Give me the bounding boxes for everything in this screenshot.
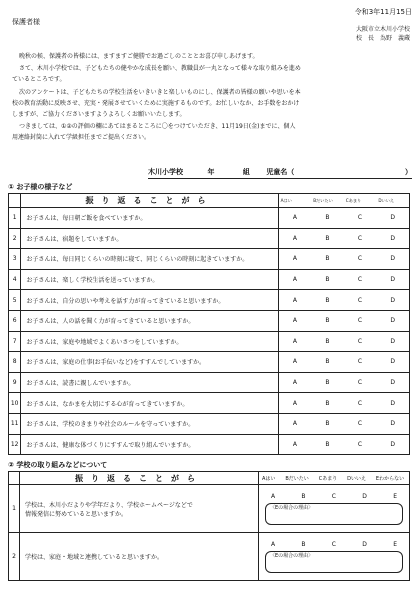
section1-title: ① お子様の様子など [8, 183, 73, 191]
scale2-d: Dいいえ [347, 475, 366, 482]
answer-option-b[interactable]: B [311, 228, 344, 249]
answer-option-d[interactable]: D [376, 269, 409, 290]
row-number: 2 [9, 533, 20, 581]
row-number: 7 [9, 331, 21, 352]
answer-option-c[interactable]: C [344, 352, 377, 373]
answer-option-d[interactable]: D [376, 352, 409, 373]
section2-title: ② 学校の取り組みなどについて [8, 461, 108, 469]
reason-label: 〈Eの場合の理由〉 [270, 552, 314, 559]
answer-option-d[interactable]: D [376, 310, 409, 331]
answer-option-a[interactable]: A [271, 492, 276, 500]
answer-option-a[interactable]: A [278, 290, 311, 311]
answer-option-a[interactable]: A [278, 331, 311, 352]
answer-option-d[interactable]: D [362, 540, 367, 548]
question-text: お子さんは、楽しく学校生活を送っていますか。 [21, 269, 278, 290]
question-text [20, 533, 259, 581]
row-number: 1 [9, 208, 21, 229]
section2-row [9, 533, 410, 581]
answer-option-b[interactable]: B [311, 413, 344, 434]
scale2-b: Bだいたい [285, 475, 309, 482]
recipient: 保護者様 [12, 18, 40, 26]
form-close: ） [405, 168, 412, 176]
answer-option-d[interactable]: D [376, 372, 409, 393]
answer-area [259, 485, 410, 533]
section1-row [9, 413, 410, 434]
row-number: 5 [9, 290, 21, 311]
section2-table [8, 471, 410, 581]
answer-option-c[interactable]: C [344, 413, 377, 434]
answer-option-d[interactable]: D [376, 434, 409, 455]
scale-d: Dいいえ [376, 194, 409, 208]
row-number: 10 [9, 393, 21, 414]
row-number: 12 [9, 434, 21, 455]
answer-option-a[interactable]: A [278, 249, 311, 270]
section2-scale [259, 472, 410, 485]
answer-area [259, 533, 410, 581]
answer-option-b[interactable]: B [311, 310, 344, 331]
answer-option-c[interactable]: C [344, 331, 377, 352]
section1-header: 振り返ることがら [21, 194, 278, 208]
answer-option-a[interactable]: A [271, 540, 276, 548]
row-number: 3 [9, 249, 21, 270]
answer-option-e[interactable]: E [393, 492, 397, 500]
answer-option-a[interactable]: A [278, 413, 311, 434]
question-text [20, 485, 259, 533]
section1-row [9, 372, 410, 393]
answer-option-b[interactable]: B [311, 208, 344, 229]
question-text: お子さんは、健康な体づくりにすすんで取り組んでいますか。 [21, 434, 278, 455]
answer-option-a[interactable]: A [278, 352, 311, 373]
section1-row [9, 249, 410, 270]
date: 令和3年11月15日 [354, 8, 412, 16]
row-number: 6 [9, 310, 21, 331]
scale-b: Bだいたい [311, 194, 344, 208]
letter-p2a: さて、木川小学校では、子どもたちの健やかな成長を願い、教職員が一丸となって様々な取り組みを進め [19, 65, 301, 73]
letter-p4a: つきましては、①②の評価の欄にあてはまるところに〇をつけていただき、11月19日(金)までに、個人 [19, 123, 296, 131]
question-text: お子さんは、毎日朝ご飯を食べていますか。 [21, 208, 278, 229]
answer-option-c[interactable]: C [344, 269, 377, 290]
section1-header-row [9, 194, 410, 208]
answer-option-c[interactable]: C [344, 310, 377, 331]
section2-row [9, 485, 410, 533]
question-text: お子さんは、家庭や地域でよくあいさつをしていますか。 [21, 331, 278, 352]
section1-row [9, 434, 410, 455]
letter-p3c: しますが、ご協力くださいますようよろしくお願いいたします。 [12, 110, 186, 118]
answer-option-d[interactable]: D [376, 413, 409, 434]
letter-p3a: 次のアンケートは、子どもたちの学校生活をいきいきと楽しいものにし、保護者の皆様の願いや思いを本 [19, 88, 301, 96]
answer-option-c[interactable]: C [344, 393, 377, 414]
letter-p3b: 校の教育活動に反映させ、充実・発展させていくために実施するものです。お忙しいなか、お手数をおかけ [12, 99, 300, 107]
answer-option-c[interactable]: C [331, 540, 336, 548]
answer-option-a[interactable]: A [278, 434, 311, 455]
form-class: 組 [242, 168, 250, 176]
answer-option-a[interactable]: A [278, 393, 311, 414]
answer-option-a[interactable]: A [278, 269, 311, 290]
scale2-e: Eわからない [375, 475, 405, 482]
letter-p4b: 用連絡封筒に入れて学級担任までご提出ください。 [12, 134, 151, 142]
question-line-2: 情報発信に努めていると思いますか。 [25, 510, 128, 518]
reason-input[interactable] [265, 503, 403, 525]
scale-c: Cあまり [344, 194, 377, 208]
reason-label: 〈Eの場合の理由〉 [270, 504, 314, 511]
row-number: 11 [9, 413, 21, 434]
answer-option-b[interactable]: B [301, 492, 306, 500]
answer-option-b[interactable]: B [311, 331, 344, 352]
section1-row [9, 290, 410, 311]
answer-option-b[interactable]: B [311, 290, 344, 311]
scale2-c: Cあまり [318, 475, 338, 482]
answer-option-c[interactable]: C [331, 492, 336, 500]
row-number: 2 [9, 228, 21, 249]
answer-option-c[interactable]: C [344, 208, 377, 229]
letter-p2b: ているところです。 [12, 76, 66, 84]
section1-row [9, 331, 410, 352]
row-number: 1 [9, 485, 20, 533]
section1-row [9, 393, 410, 414]
row-number: 9 [9, 372, 21, 393]
question-text: お子さんは、自分の思いや考えを話す力が育ってきていると思いますか。 [21, 290, 278, 311]
section1-row [9, 310, 410, 331]
question-text: お子さんは、読書に親しんでいますか。 [21, 372, 278, 393]
question-text: お子さんは、宿題をしていますか。 [21, 228, 278, 249]
answer-option-a[interactable]: A [278, 228, 311, 249]
letter-body [12, 53, 412, 142]
answer-option-c[interactable]: C [344, 290, 377, 311]
form-school: 木川小学校 [148, 168, 183, 176]
answer-option-c[interactable]: C [344, 228, 377, 249]
answer-option-c[interactable]: C [344, 434, 377, 455]
answer-option-b[interactable]: B [311, 372, 344, 393]
section2-header-row [9, 472, 410, 485]
scale-a: Aはい [278, 194, 311, 208]
row-number: 4 [9, 269, 21, 290]
answer-option-d[interactable]: D [376, 290, 409, 311]
answer-option-b[interactable]: B [311, 434, 344, 455]
answer-option-d[interactable]: D [376, 208, 409, 229]
section1-row [9, 228, 410, 249]
row-number: 8 [9, 352, 21, 373]
section1-table [8, 193, 410, 455]
question-text: お子さんは、なかまを大切にする心が育ってきていますか。 [21, 393, 278, 414]
section2-header: 振り返ることがら [20, 472, 259, 485]
letter-p1: 晩秋の候、保護者の皆様には、ますますご健勝でお過ごしのこととお喜び申しあげます。 [19, 53, 259, 60]
student-info-line [148, 168, 412, 179]
answer-option-b[interactable]: B [311, 352, 344, 373]
section1-row [9, 208, 410, 229]
answer-option-e[interactable]: E [393, 540, 397, 548]
school-name: 大阪市立木川小学校 [355, 26, 410, 33]
question-text: お子さんは、毎日同じくらいの時刻に寝て、同じくらいの時刻に起きていますか。 [21, 249, 278, 270]
form-child: 児童名（ [266, 168, 295, 176]
section1-row [9, 269, 410, 290]
answer-option-b[interactable]: B [311, 269, 344, 290]
answer-option-a[interactable]: A [278, 310, 311, 331]
section1-row [9, 352, 410, 373]
answer-option-a[interactable]: A [278, 372, 311, 393]
answer-option-a[interactable]: A [278, 208, 311, 229]
reason-input[interactable] [265, 551, 403, 573]
principal-name: 校 長 為野 義蔵 [355, 35, 410, 42]
scale2-a: Aはい [262, 475, 276, 482]
answer-option-d[interactable]: D [376, 228, 409, 249]
answer-option-d[interactable]: D [376, 393, 409, 414]
answer-option-c[interactable]: C [344, 249, 377, 270]
answer-option-d[interactable]: D [376, 249, 409, 270]
question-text: お子さんは、人の話を聞く力が育ってきていると思いますか。 [21, 310, 278, 331]
question-text: お子さんは、学校のきまりや社会のルールを守っていますか。 [21, 413, 278, 434]
answer-option-c[interactable]: C [344, 372, 377, 393]
answer-option-d[interactable]: D [362, 492, 367, 500]
question-text: お子さんは、家庭の仕事(お手伝いなど)をすすんでしていますか。 [21, 352, 278, 373]
form-year: 年 [207, 168, 215, 176]
answer-option-b[interactable]: B [311, 393, 344, 414]
question-line-1: 学校は、家庭・地域と連携していると思いますか。 [25, 554, 164, 561]
question-line-1: 学校は、木川小だよりや学年だより、学校ホームページなどで [25, 501, 193, 509]
answer-option-b[interactable]: B [311, 249, 344, 270]
answer-option-b[interactable]: B [301, 540, 306, 548]
answer-option-d[interactable]: D [376, 331, 409, 352]
